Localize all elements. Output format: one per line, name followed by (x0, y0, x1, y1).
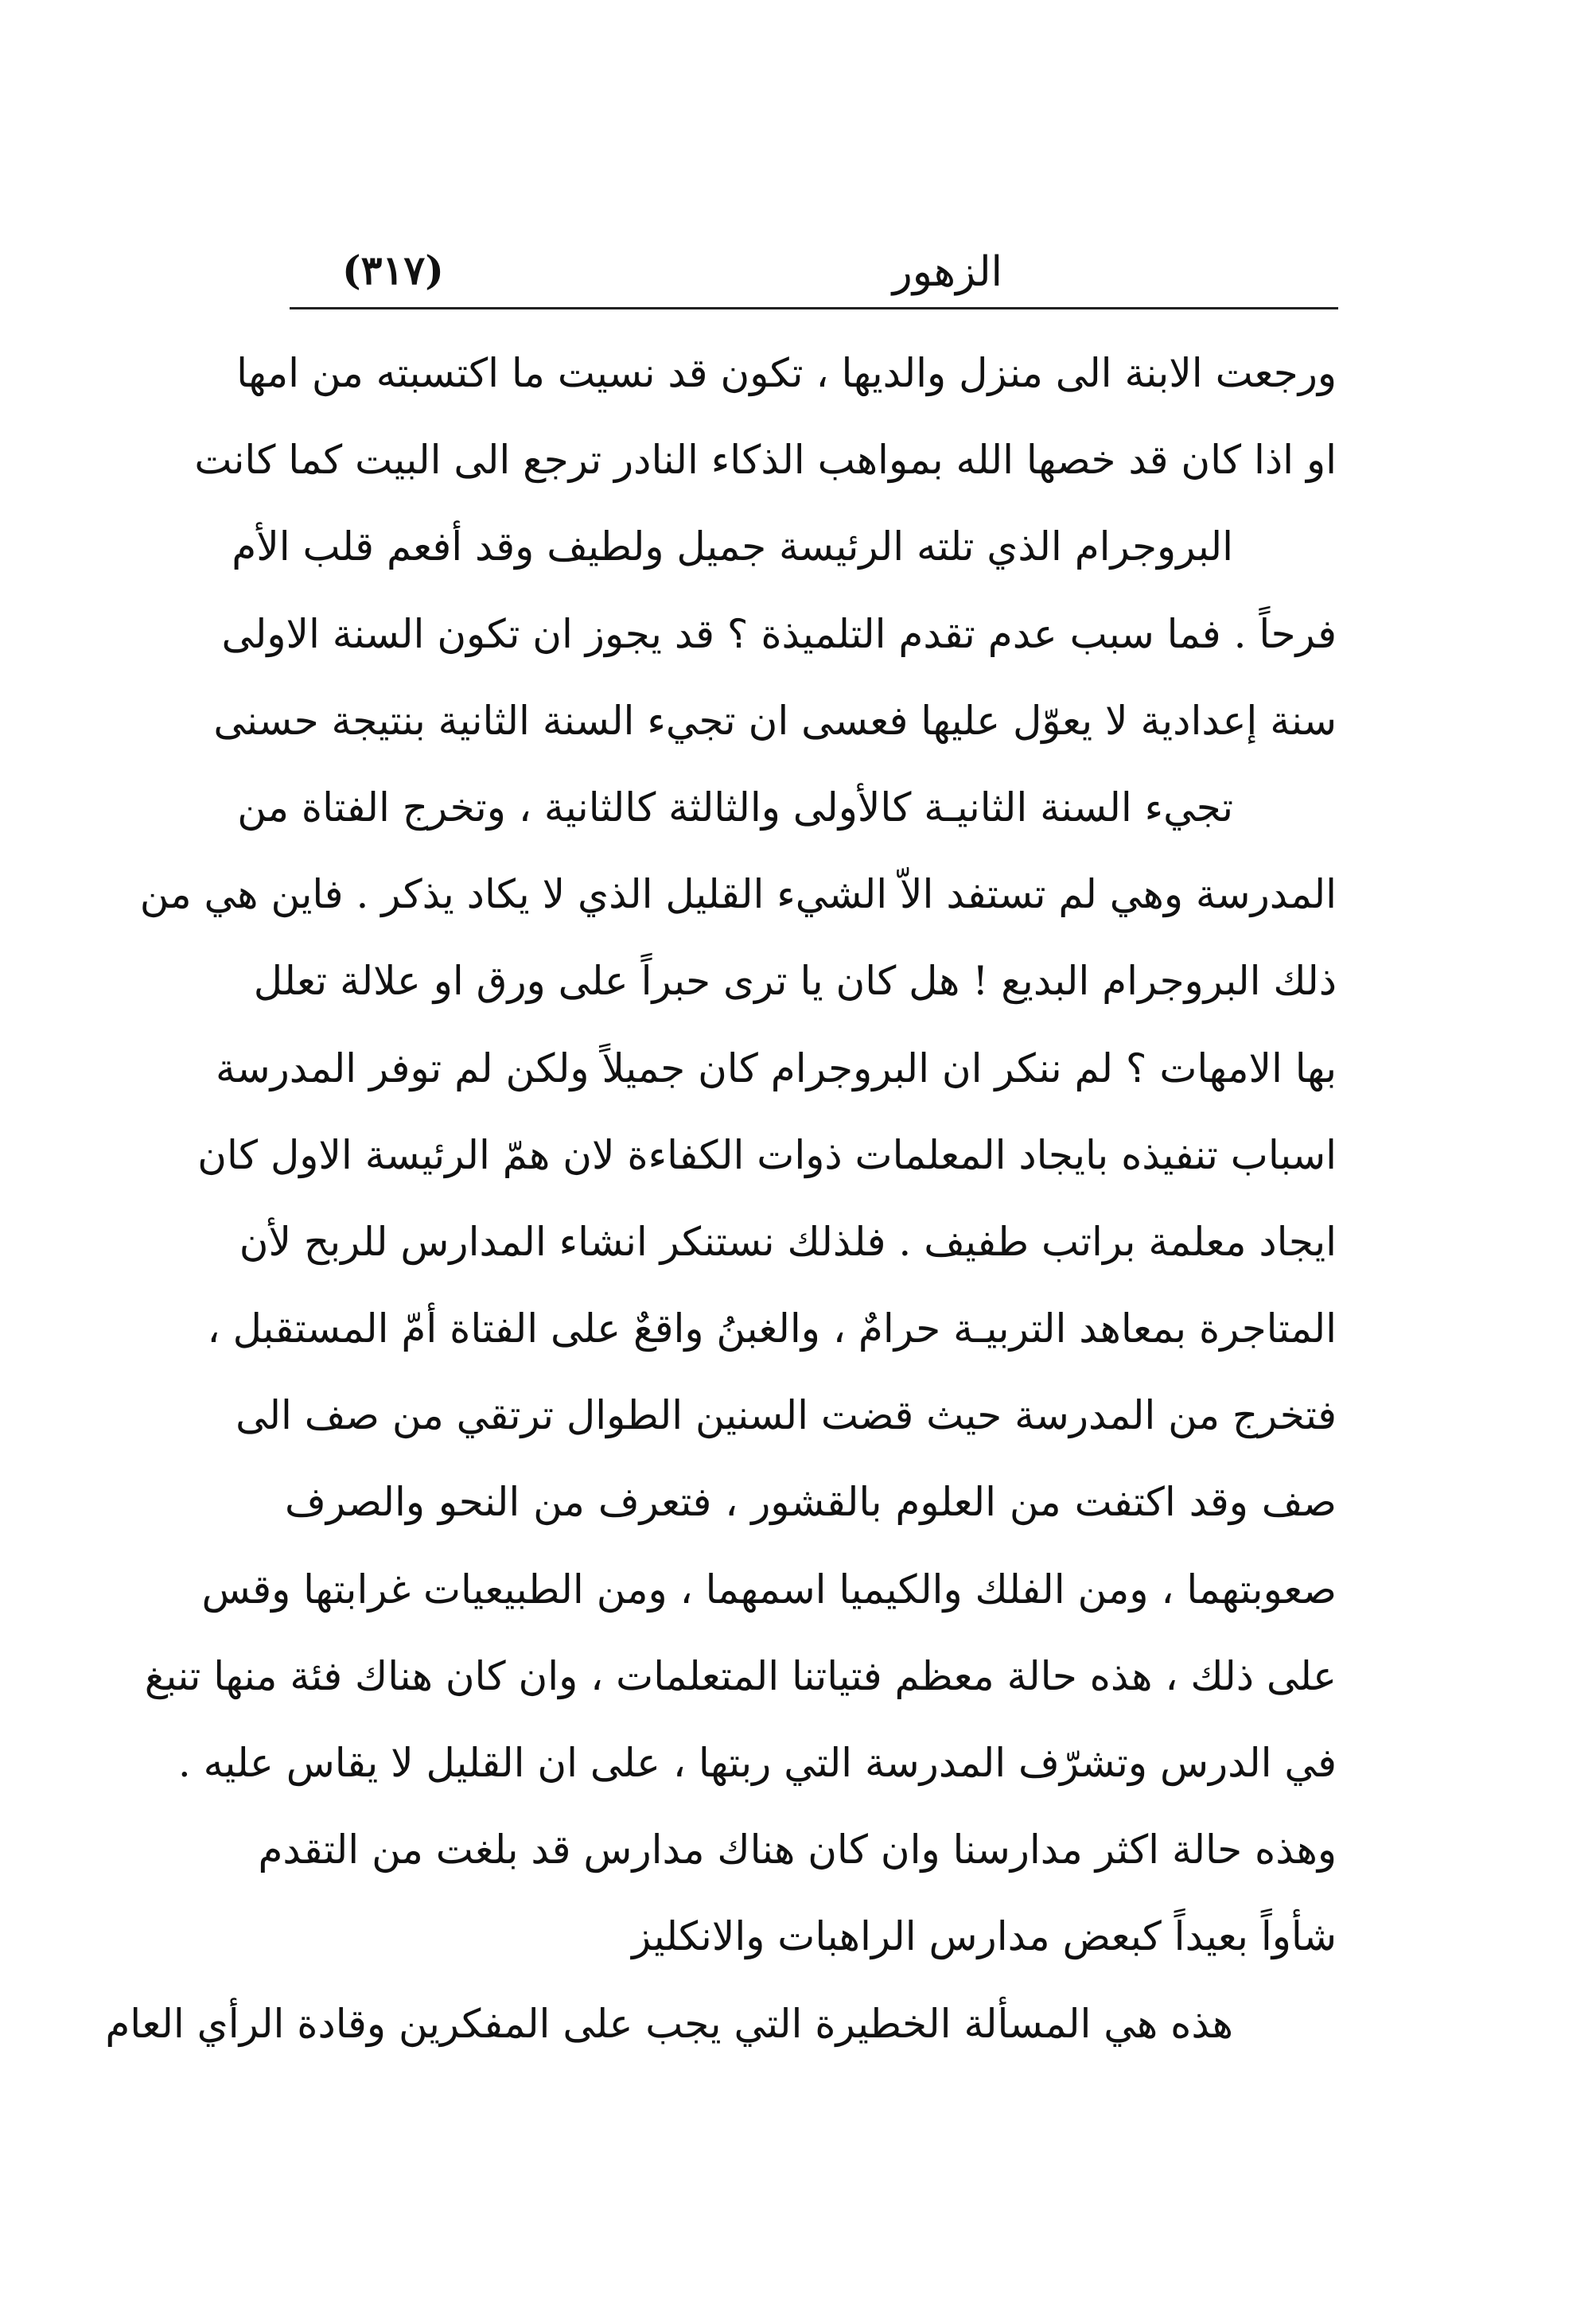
text-line: ذلك البروجرام البديع ! هل كان يا ترى حبراً على ورق او علالة تعلل (253, 958, 1337, 1005)
text-line: سنة إعدادية لا يعوّل عليها فعسى ان تجيء السنة الثانية بنتيجة حسنى (213, 697, 1337, 744)
text-line: فتخرج من المدرسة حيث قضت السنين الطوال ترتقي من صف الى (236, 1392, 1337, 1439)
text-line: في الدرس وتشرّف المدرسة التي ربتها ، على ان القليل لا يقاس عليه . (177, 1740, 1337, 1786)
text-line: المتاجرة بمعاهد التربيـة حرامٌ ، والغبنُ واقعٌ على الفتاة أمّ المستقبل ، (207, 1305, 1337, 1352)
text-line: على ذلك ، هذه حالة معظم فتياتنا المتعلمات ، وان كان هناك فئة منها تنبغ (144, 1652, 1337, 1699)
body-text (105, 330, 1337, 2068)
page-header (286, 239, 1337, 302)
text-line: تجيء السنة الثانيـة كالأولى والثالثة كالثانية ، وتخرج الفتاة من (237, 784, 1233, 831)
header-rule (290, 307, 1338, 309)
text-line: البروجرام الذي تلته الرئيسة جميل ولطيف وقد أفعم قلب الأم (232, 523, 1233, 570)
text-line: بها الامهات ؟ لم ننكر ان البروجرام كان جميلاً ولكن لم توفر المدرسة (215, 1045, 1337, 1091)
running-title: الزهور (892, 248, 1002, 296)
text-line: فرحاً . فما سبب عدم تقدم التلميذة ؟ قد يجوز ان تكون السنة الاولى (221, 610, 1337, 657)
text-line: شأواً بعيداً كبعض مدارس الراهبات والانكليز (632, 1913, 1337, 1960)
text-line: وهذه حالة اكثر مدارسنا وان كان هناك مدارس قد بلغت من التقدم (258, 1827, 1337, 1873)
text-line: صف وقد اكتفت من العلوم بالقشور ، فتعرف من النحو والصرف (285, 1479, 1337, 1526)
text-line: ايجاد معلمة براتب طفيف . فلذلك نستنكر انشاء المدارس للربح لأن (239, 1218, 1337, 1265)
text-line: صعوبتهما ، ومن الفلك والكيميا اسمهما ، ومن الطبيعيات غرابتها وقس (201, 1566, 1337, 1613)
text-line: هذه هي المسألة الخطيرة التي يجب على المفكرين وقادة الرأي العام (105, 2000, 1233, 2047)
text-line: المدرسة وهي لم تستفد الاّ الشيء القليل الذي لا يكاد يذكر . فاين هي من (139, 871, 1337, 918)
page-number: (٣١٧) (342, 247, 444, 294)
text-line: او اذا كان قد خصها الله بمواهب الذكاء النادر ترجع الى البيت كما كانت (194, 437, 1337, 484)
text-line: ورجعت الابنة الى منزل والديها ، تكون قد نسيت ما اكتسبته من امها (236, 350, 1337, 396)
text-line: اسباب تنفيذه بايجاد المعلمات ذوات الكفاءة لان همّ الرئيسة الاول كان (197, 1131, 1337, 1178)
